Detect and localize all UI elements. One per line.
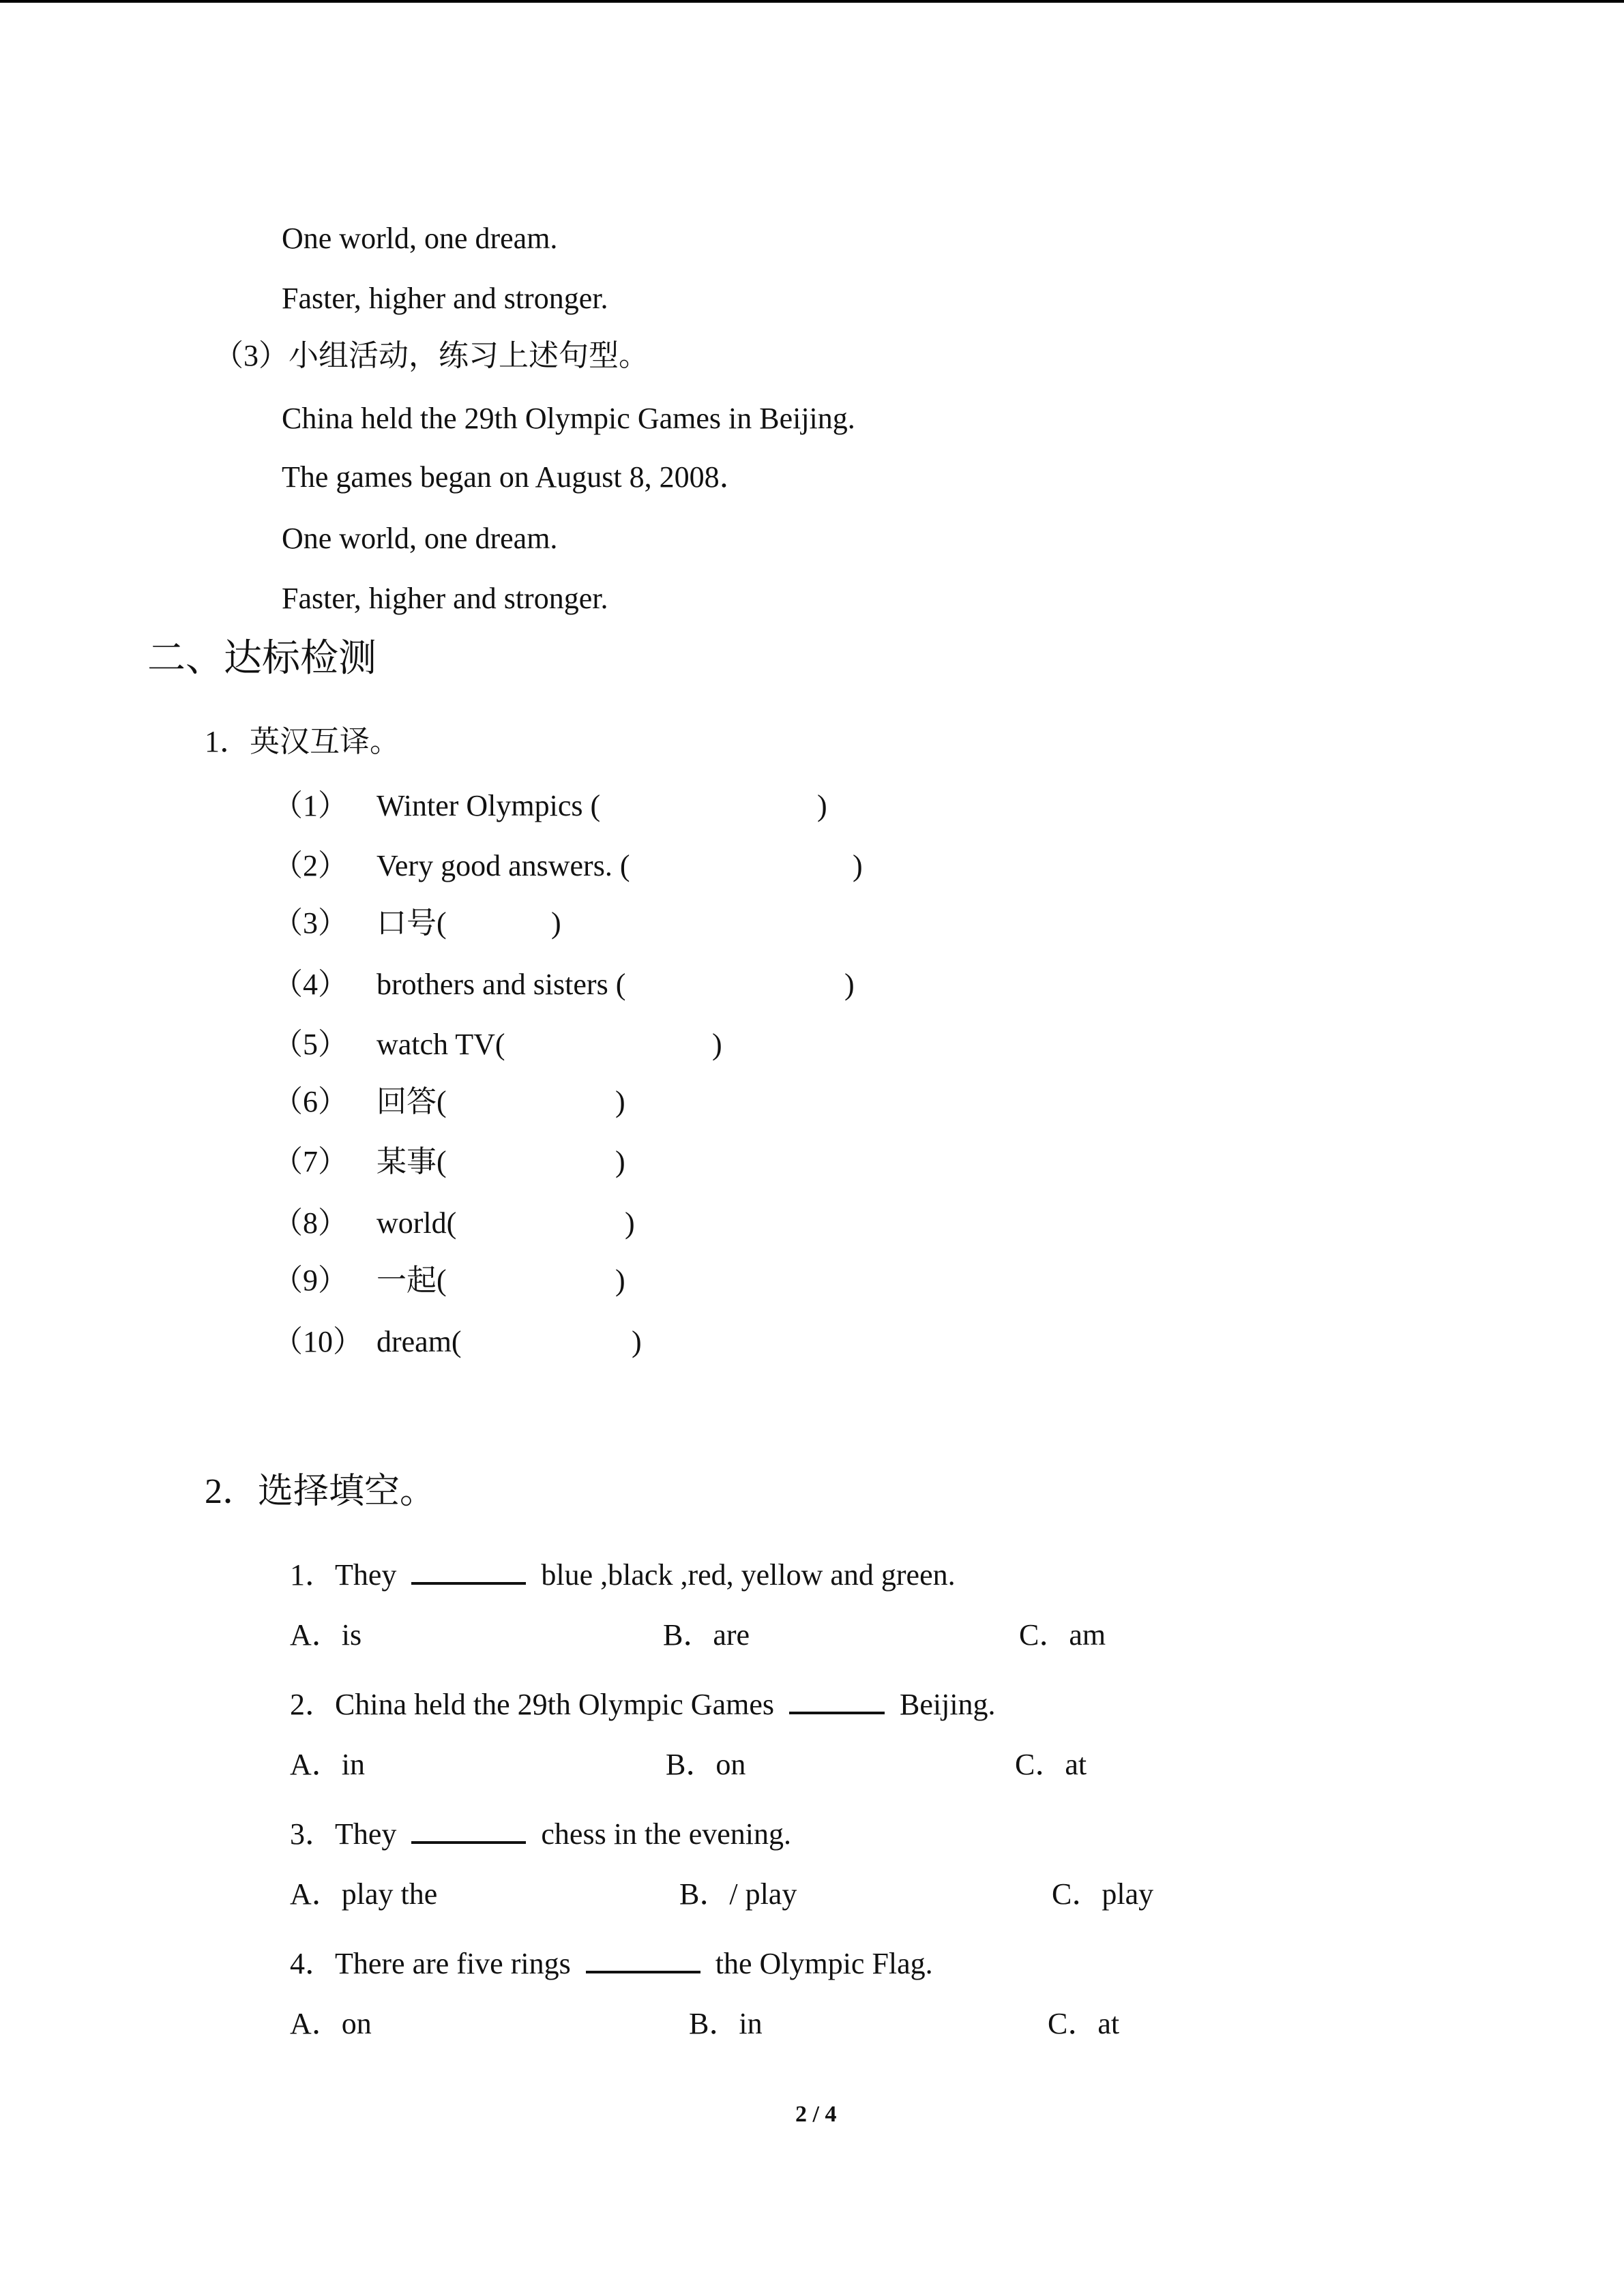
item-close-paren: )	[632, 1325, 642, 1358]
activity-line: China held the 29th Olympic Games in Beijing.	[282, 402, 855, 435]
item-text: brothers and sisters (	[377, 968, 626, 1001]
item-text: world(	[377, 1206, 457, 1240]
item-close-paren: )	[625, 1206, 635, 1240]
answer-blank[interactable]	[411, 1555, 526, 1585]
item-text: Winter Olympics (	[377, 789, 601, 822]
option-c: C．at	[1048, 2007, 1120, 2040]
option-c: C．at	[1015, 1748, 1087, 1781]
item-text: watch TV(	[377, 1028, 505, 1061]
item-close-paren: )	[844, 968, 855, 1001]
item-close-paren: )	[615, 1145, 625, 1178]
item-number: （2）	[273, 849, 348, 882]
option-a: A．play the	[290, 1877, 438, 1911]
item-close-paren: )	[615, 1264, 625, 1297]
item-number: （7）	[273, 1145, 348, 1178]
activity-line: Faster, higher and stronger.	[282, 582, 608, 615]
question-stem	[290, 1555, 956, 1590]
question-text-after: chess in the evening.	[541, 1817, 791, 1851]
option-b: B．/ play	[679, 1877, 797, 1911]
option-b: B．in	[689, 2007, 763, 2040]
item-number: （10）	[273, 1325, 363, 1358]
section-title: 二、达标检测	[147, 638, 377, 680]
option-a: A．on	[290, 2007, 372, 2040]
question-text-after: blue ,black ,red, yellow and green.	[541, 1558, 956, 1592]
option-c: C．am	[1019, 1618, 1106, 1652]
question-stem	[290, 1684, 996, 1720]
part1-title: 1．英汉互译。	[205, 725, 400, 758]
activity-line: One world, one dream.	[282, 522, 558, 555]
question-text-after: the Olympic Flag.	[715, 1947, 933, 1980]
option-b: B．on	[666, 1748, 746, 1781]
item-text: 口号(	[377, 906, 447, 940]
item-close-paren: )	[817, 789, 827, 822]
item-close-paren: )	[551, 906, 561, 940]
page-number: 2 / 4	[795, 2102, 837, 2127]
activity-line: The games began on August 8, 2008．	[282, 460, 750, 494]
option-a: A．in	[290, 1748, 365, 1781]
option-c: C．play	[1052, 1877, 1154, 1911]
practice-line: Faster, higher and stronger.	[282, 282, 608, 315]
item-text: dream(	[377, 1325, 462, 1358]
answer-blank[interactable]	[789, 1684, 885, 1714]
question-text-before: 4．There are five rings	[290, 1947, 571, 1980]
question-text-after: Beijing.	[900, 1688, 996, 1721]
option-a: A．is	[290, 1618, 362, 1652]
item-number: （9）	[273, 1264, 348, 1297]
question-text-before: 3．They	[290, 1817, 397, 1851]
practice-line: One world, one dream.	[282, 222, 558, 255]
item-number: （8）	[273, 1206, 348, 1240]
part2-title: 2．选择填空。	[205, 1472, 436, 1511]
item-number: （6）	[273, 1085, 348, 1118]
question-text-before: 1．They	[290, 1558, 397, 1592]
answer-blank[interactable]	[586, 1943, 700, 1973]
item-number: （4）	[273, 968, 348, 1001]
item-close-paren: )	[853, 849, 863, 882]
item-number: （1）	[273, 789, 348, 822]
item-text: 某事(	[377, 1145, 447, 1178]
item-close-paren: )	[712, 1028, 722, 1061]
item-number: （3）	[273, 906, 348, 940]
item-text: Very good answers. (	[377, 849, 630, 882]
question-stem	[290, 1943, 933, 1979]
item-text: 回答(	[377, 1085, 447, 1118]
page-top-border	[0, 0, 1624, 3]
question-stem	[290, 1814, 791, 1849]
group-activity-label: （3）小组活动，练习上述句型。	[213, 339, 649, 372]
item-number: （5）	[273, 1028, 348, 1061]
answer-blank[interactable]	[411, 1814, 526, 1844]
option-b: B．are	[663, 1618, 750, 1652]
question-text-before: 2．China held the 29th Olympic Games	[290, 1688, 774, 1721]
item-close-paren: )	[615, 1085, 625, 1118]
item-text: 一起(	[377, 1264, 447, 1297]
